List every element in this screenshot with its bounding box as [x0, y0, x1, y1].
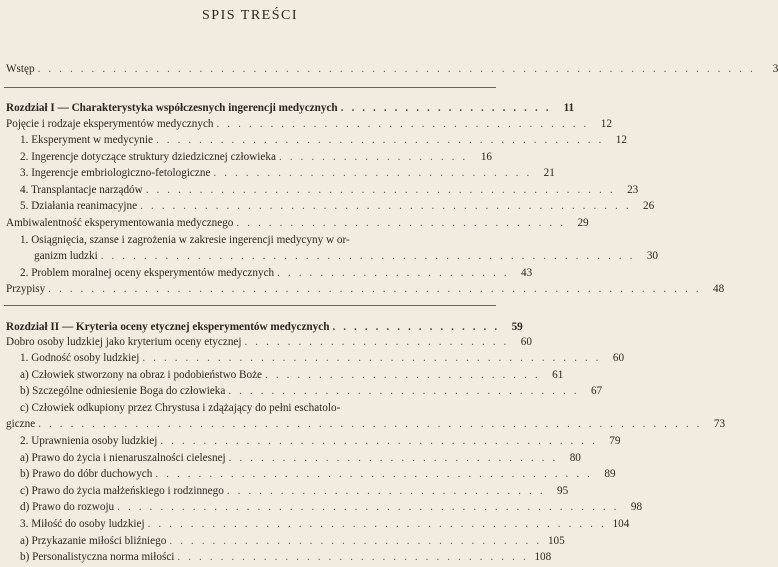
leader-dots: . . . . . . . . . . . . . . . . . . . . . . . . . . . . . . . . . . . . . . . . .	[160, 435, 598, 447]
leader-dots: . . . . . . . . . . . . . . . . . . . . . . . . . . . . . . . . . . . . . . . . .	[155, 468, 593, 480]
leader-dots: . . . . . . . . . . . . . . . . . . . . . . . . . . . . . . . . . . .	[216, 118, 589, 130]
toc-page-number: 95	[557, 485, 569, 497]
toc-entry	[20, 434, 621, 448]
toc-chapter-entry	[6, 320, 523, 334]
toc-page-number: 12	[600, 118, 612, 130]
toc-chapter-entry	[6, 101, 575, 115]
leader-dots: . . . . . . . . . . . . . . . . . . . . . . . . . . . . . . . . . . . . . . . . . .	[155, 134, 604, 146]
leader-dots: . . . . . . . . . . . . . . . . . . . . . . . . . . . . . . . . . . . . . . . . . . . . . . . . . .	[100, 250, 635, 262]
leader-dots: . . . . . . . . . . . . . . . . . . . . . . . . . . . . . . . . . . . . . . . . . . . . . . .	[117, 501, 620, 513]
toc-page-number: 16	[480, 151, 492, 163]
toc-entry-text: 1. Eksperyment w medycynie	[20, 134, 153, 146]
toc-entry-text: ganizm ludzki	[34, 250, 98, 262]
toc-entry	[20, 384, 603, 398]
toc-entry	[6, 417, 726, 431]
toc-entry	[20, 500, 643, 514]
toc-entry-text: 2. Problem moralnej oceny eksperymentów medycznych	[20, 267, 275, 279]
divider	[4, 305, 496, 306]
leader-dots: . . . . . . . . . . . . . . . . . . . . . . . . . . . . . . . . . . . . . . . . . . .	[142, 352, 602, 364]
leader-dots: . . . . . . . . . . . . . . . . . . . . . . . . . .	[265, 369, 541, 381]
toc-page-number: 67	[590, 385, 603, 397]
toc-page-number: 29	[577, 217, 589, 229]
toc-entry	[20, 517, 630, 531]
toc-entry-text: a) Prawo do życia i nienaruszalności cielesnej	[20, 452, 226, 464]
toc-entry	[20, 351, 625, 365]
toc-page-number: 61	[552, 369, 564, 381]
toc-entry-text: Przypisy	[6, 283, 46, 295]
toc-entry	[6, 117, 612, 131]
toc-entry-text: d) Prawo do rozwoju	[20, 501, 115, 513]
leader-dots: . . . . . . . . . . . . . . . . . . . . . . . . .	[244, 336, 509, 348]
toc-entry-text: c) Człowiek odkupiony przez Chrystusa i zdążający do pełni eschatolo-	[20, 402, 341, 414]
toc-page-number: 60	[520, 336, 532, 348]
toc-entry-text: Wstęp	[6, 63, 35, 75]
toc-entry	[20, 266, 533, 280]
toc-entry-text: b) Personalistyczna norma miłości	[20, 551, 175, 563]
leader-dots: . . . . . . . . . . . . . . . . . . . . . . . . . . . . . . .	[228, 452, 558, 464]
toc-page-number: 23	[627, 184, 639, 196]
toc-entry-text: Rozdział II — Kryteria oceny etycznej eksperymentów medycznych	[6, 321, 330, 333]
toc-entry	[20, 133, 627, 147]
toc-entry	[20, 534, 565, 548]
toc-entry-text: 5. Działania reanimacyjne	[20, 200, 138, 212]
toc-page-number: 105	[547, 535, 565, 547]
toc-entry-text: giczne	[6, 418, 36, 430]
toc-entry	[6, 216, 589, 230]
leader-dots: . . . . . . . . . . . . . . . . . . . . . . . . . . . . . . . . .	[177, 551, 529, 563]
leader-dots: . . . . . . . . . . . . . . . . . . . . . . . . . . . . . . . . . . . . . . . . . . . . . . . . . . . . . . . . . . . . . . . . . . .	[37, 63, 756, 75]
toc-entry-text: a) Przykazanie miłości bliźniego	[20, 535, 167, 547]
toc-entry	[20, 467, 616, 481]
toc-entry-text: 1. Godność osoby ludzkiej	[20, 352, 140, 364]
leader-dots: . . . . . . . . . . . . . . . .	[332, 321, 500, 333]
leader-dots: . . . . . . . . . . . . . . . . . . . . . . . . . . . . . . .	[236, 217, 566, 229]
toc-page-number: 21	[543, 167, 555, 179]
toc-page-number: 11	[563, 102, 575, 114]
toc-page-number: 3	[772, 63, 778, 75]
toc-page-number: 89	[604, 468, 616, 480]
toc-page-number: 26	[643, 200, 655, 212]
leader-dots: . . . . . . . . . . . . . . . . . . . . . . . . . . . . . . . . . . . . . . . . . . . . . . . . . . . . . . . . . . . . . .	[38, 418, 703, 430]
toc-entry-text: 4. Transplantacje narządów	[20, 184, 143, 196]
toc-page-number: 48	[713, 283, 725, 295]
toc-entry	[6, 62, 778, 76]
toc-entry	[34, 249, 658, 263]
toc-entry-text: b) Szczególne odniesienie Boga do człowieka	[20, 385, 226, 397]
leader-dots: . . . . . . . . . . . . . . . . . . . . . . . . . . . . . .	[213, 167, 532, 179]
toc-page-number: 104	[612, 518, 630, 530]
toc-page-number: 30	[646, 250, 658, 262]
toc-entry-text: 2. Ingerencje dotyczące struktury dziedzicznej człowieka	[20, 151, 276, 163]
page-title: SPIS TREŚCI	[202, 8, 298, 23]
toc-entry-text: Ambiwalentność eksperymentowania medycznego	[6, 217, 234, 229]
toc-entry	[6, 335, 532, 349]
toc-entry-text: 1. Osiągnięcia, szanse i zagrożenia w zakresie ingerencji medycyny w or-	[20, 234, 350, 246]
toc-entry	[6, 282, 725, 296]
toc-page-number: 59	[511, 321, 523, 333]
leader-dots: . . . . . . . . . . . . . . . . . . . . . . . . . . . . . . . . . . . . . . . . . . . .	[145, 184, 616, 196]
toc-entry-text: Dobro osoby ludzkiej jako kryterium oceny etycznej	[6, 336, 242, 348]
toc-page-number: 43	[521, 267, 533, 279]
toc-entry	[20, 150, 492, 164]
toc-page-number: 60	[612, 352, 625, 364]
leader-dots: . . . . . . . . . . . . . . . . . .	[278, 151, 468, 163]
toc-entry	[20, 183, 639, 197]
toc-entry-text: 3. Ingerencje embriologiczno-fetologiczne	[20, 167, 211, 179]
leader-dots: . . . . . . . . . . . . . . . . . . . . . . . . . . . . . .	[226, 485, 546, 497]
leader-dots: . . . . . . . . . . . . . . . . . . . . . .	[277, 267, 510, 279]
leader-dots: . . . . . . . . . . . . . . . . . . . . . . . . . . . . . . . . . . . . . . . . . . .	[147, 518, 607, 530]
toc-entry	[20, 484, 569, 498]
toc-page-number: 98	[630, 501, 643, 513]
toc-entry-text: b) Prawo do dóbr duchowych	[20, 468, 153, 480]
toc-entry-text: 2. Uprawnienia osoby ludzkiej	[20, 435, 158, 447]
toc-entry	[20, 451, 581, 465]
toc-page-number: 79	[609, 435, 621, 447]
toc-entry-text: Pojęcie i rodzaje eksperymentów medycznych	[6, 118, 214, 130]
leader-dots: . . . . . . . . . . . . . . . . . . . .	[340, 102, 552, 114]
leader-dots: . . . . . . . . . . . . . . . . . . . . . . . . . . . . . . . . .	[228, 385, 580, 397]
toc-entry-text: c) Prawo do życia małżeńskiego i rodzinnego	[20, 485, 224, 497]
toc-entry	[20, 368, 564, 382]
toc-page-number: 108	[534, 551, 552, 563]
toc-page-number: 73	[713, 418, 726, 430]
toc-page-number: 12	[615, 134, 627, 146]
toc-entry-text: Rozdział I — Charakterystyka współczesnych ingerencji medycznych	[6, 102, 338, 114]
toc-page-number: 80	[569, 452, 581, 464]
divider	[4, 87, 496, 88]
leader-dots: . . . . . . . . . . . . . . . . . . . . . . . . . . . . . . . . . . .	[169, 535, 542, 547]
leader-dots: . . . . . . . . . . . . . . . . . . . . . . . . . . . . . . . . . . . . . . . . . . . . . .	[140, 200, 632, 212]
toc-entry	[20, 166, 555, 180]
toc-entry-text: a) Człowiek stworzony na obraz i podobieństwo Boże	[20, 369, 263, 381]
toc-entry	[20, 199, 655, 213]
toc-entry-text: 3. Miłość do osoby ludzkiej	[20, 518, 145, 530]
leader-dots: . . . . . . . . . . . . . . . . . . . . . . . . . . . . . . . . . . . . . . . . . . . . . . . . . . . . . . . . . . . . .	[48, 283, 702, 295]
toc-entry	[20, 550, 552, 564]
